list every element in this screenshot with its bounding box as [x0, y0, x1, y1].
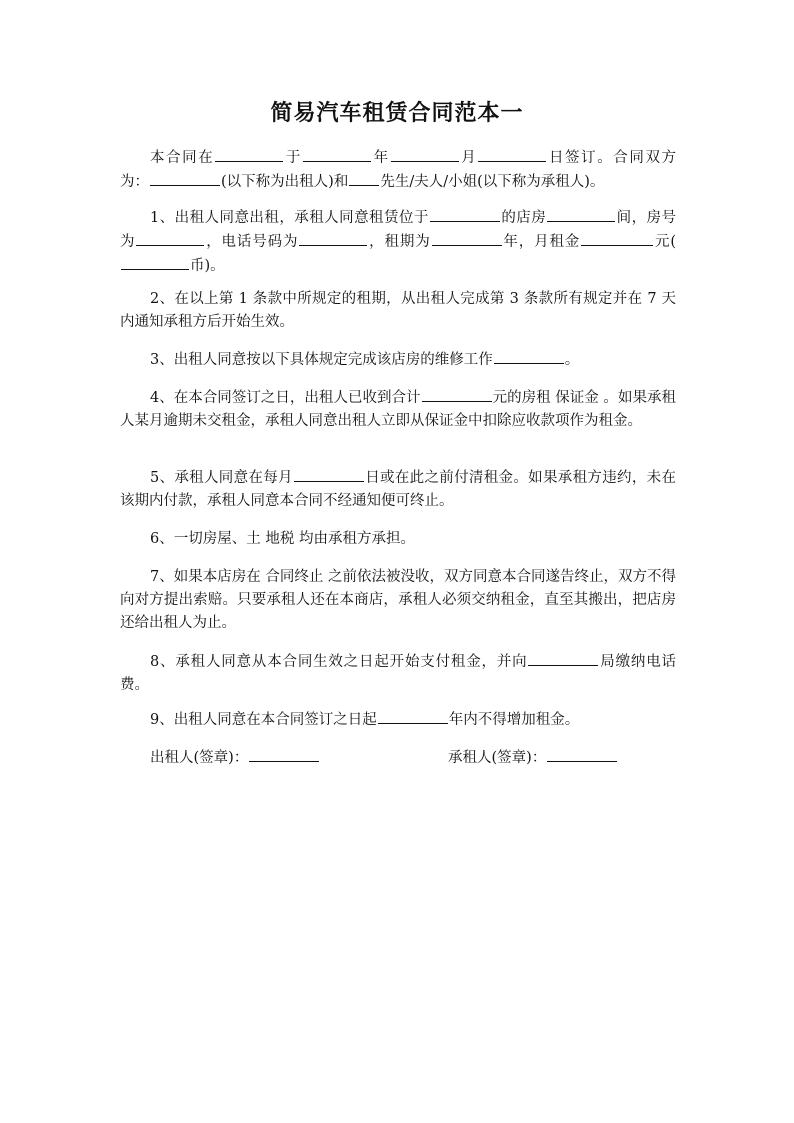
- phone-number-blank[interactable]: [299, 230, 367, 246]
- clause-4: [120, 386, 676, 433]
- clause-9-text-2: 年内不得增加租金。: [448, 712, 580, 728]
- intro-text-2: 于: [284, 150, 303, 166]
- clause-3: [120, 348, 676, 372]
- clause-1: [120, 206, 676, 278]
- clause-9-text-1: 9、出租人同意在本合同签订之日起: [150, 712, 377, 728]
- intro-text-6: (以下称为出租人)和: [221, 174, 349, 190]
- clause-1-text-1: 1、出租人同意出租，承租人同意租赁位于: [150, 210, 429, 226]
- lessor-signature-blank[interactable]: [249, 746, 319, 762]
- lessee-signature-label: 承租人(签章)：: [448, 750, 547, 766]
- page-title: 简易汽车租赁合同范本一: [270, 100, 524, 126]
- lessee-signature: [448, 746, 618, 770]
- lessor-name-blank[interactable]: [150, 170, 220, 186]
- clause-5-text-1: 5、承租人同意在每月: [150, 470, 293, 486]
- clause-9: [120, 708, 676, 732]
- signing-year-blank[interactable]: [303, 146, 371, 162]
- lessor-signature-label: 出租人(签章)：: [150, 750, 249, 766]
- clause-4-text-1: 4、在本合同签订之日，出租人已收到合计: [150, 390, 421, 406]
- lessee-signature-blank[interactable]: [547, 746, 617, 762]
- clause-1-text-4: ，电话号码为: [205, 234, 299, 250]
- clause-2: 2、在以上第 1 条款中所规定的租期，从出租人完成第 3 条款所有规定并在 7 天内通知承租方后开始生效。: [120, 291, 676, 330]
- phone-bureau-blank[interactable]: [528, 650, 598, 666]
- clause-1-text-3: 间，房号为: [120, 210, 677, 250]
- clause-8-text-1: 8、承租人同意从本合同生效之日起开始支付租金，并向: [150, 654, 528, 670]
- clause-3-text-1: 3、出租人同意按以下具体规定完成该店房的维修工作: [150, 352, 493, 368]
- clause-1-text-8: 币)。: [190, 258, 225, 274]
- repair-work-blank[interactable]: [494, 348, 564, 364]
- lessee-name-blank[interactable]: [349, 170, 379, 186]
- room-count-blank[interactable]: [547, 206, 615, 222]
- lessor-signature: [150, 746, 320, 770]
- clause-5: [120, 466, 676, 513]
- clause-8: [120, 650, 676, 697]
- room-number-blank[interactable]: [136, 230, 204, 246]
- deposit-amount-blank[interactable]: [422, 386, 492, 402]
- intro-paragraph: [120, 146, 676, 194]
- no-increase-years-blank[interactable]: [378, 708, 448, 724]
- monthly-rent-blank[interactable]: [581, 230, 653, 246]
- shop-location-blank[interactable]: [430, 206, 500, 222]
- intro-text-4: 月: [459, 150, 478, 166]
- clause-1-text-6: 年，月租金: [502, 234, 581, 250]
- payment-day-blank[interactable]: [294, 466, 364, 482]
- clause-5-text-2: 日或在此之前付清租金。如果承租方违约，未在该期内付款，承租人同意本合同不经通知便可终止。: [120, 470, 676, 509]
- signing-place-blank[interactable]: [215, 146, 283, 162]
- clause-8-text-2: 局缴纳电话费。: [120, 654, 676, 693]
- clause-7: 7、如果本店房在 合同终止 之前依法被没收，双方同意本合同遂告终止，双方不得向对方提出索赔。只要承租人还在本商店，承租人必须交纳租金，直至其搬出，把店房还给出租人为止。: [120, 569, 676, 631]
- currency-blank[interactable]: [121, 254, 189, 270]
- signing-month-blank[interactable]: [391, 146, 459, 162]
- signing-day-blank[interactable]: [478, 146, 546, 162]
- clause-4-text-2: 元的房租 保证金 。如果承租人某月逾期未交租金，承租人同意出租人立即从保证金中扣除应收款项作为租金。: [120, 390, 676, 429]
- clause-1-text-5: ，租期为: [368, 234, 431, 250]
- clause-6: 6、一切房屋、土 地税 均由承租方承担。: [150, 531, 415, 547]
- clause-1-text-2: 的店房: [500, 210, 547, 226]
- intro-text-3: 年: [372, 150, 390, 166]
- intro-text-1: 本合同在: [150, 150, 215, 166]
- intro-text-7: 先生/夫人/小姐(以下称为承租人)。: [380, 174, 605, 190]
- intro-text-5: 日签订。合同双方为：: [120, 150, 677, 190]
- lease-term-blank[interactable]: [432, 230, 502, 246]
- clause-3-text-2: 。: [564, 352, 580, 368]
- clause-1-text-7: 元(: [654, 234, 677, 250]
